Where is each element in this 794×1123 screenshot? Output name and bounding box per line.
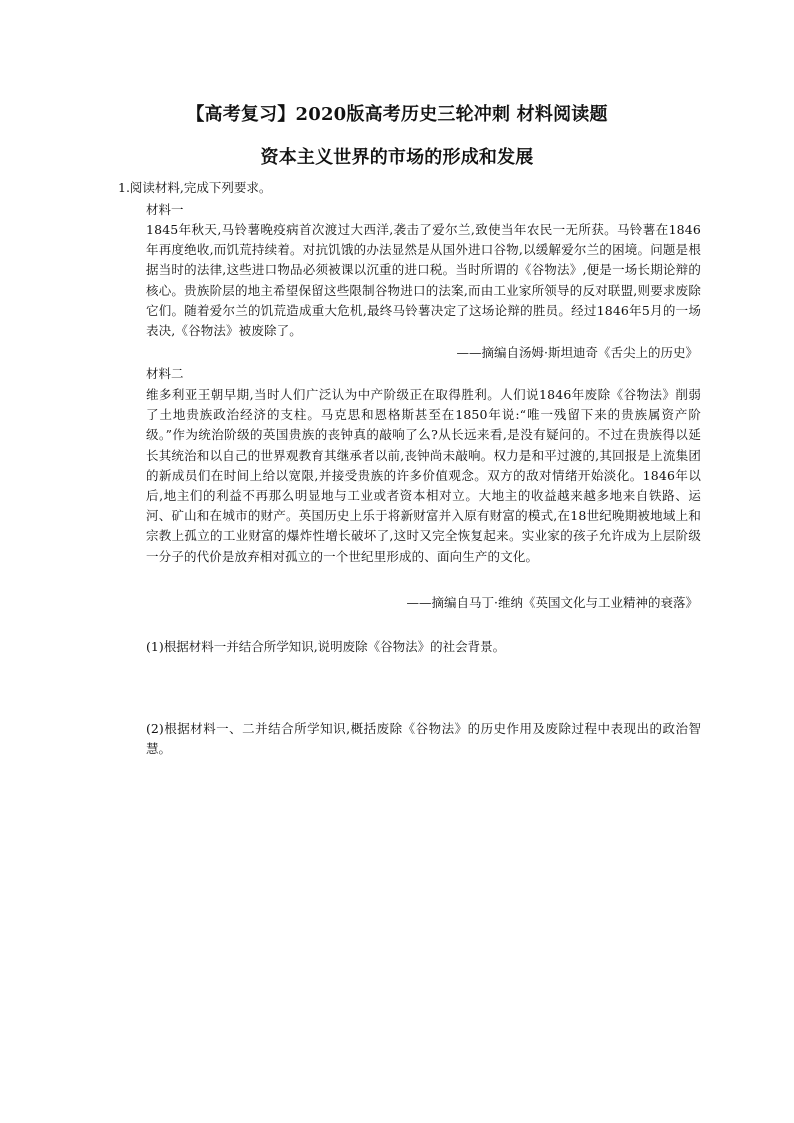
material-2-label: 材料二 (146, 366, 184, 381)
material-2-text: 维多利亚王朝早期,当时人们广泛认为中产阶级正在取得胜利。人们说1846年废除《谷物法》削弱了土地贵族政治经济的支柱。马克思和恩格斯甚至在1850年说:“唯一残留下来的贵族属资产阶级。”作为统治阶级的英国贵族的丧钟真的敲响了么?从长远来看,是没有疑问的。不过在贵族得以延长其统治和以自己的世界观教育其继承者以前,丧钟尚未敲响。权力是和平过渡的,其回报是上流集团的新成员们在时间上给以宽限,并接受贵族的许多价值观念。双方的敌对情绪开始淡化。1846年以后,地主们的利益不再那么明显地与工业或者资本相对立。大地主的收益越来越多地来自铁路、运河、矿山和在城市的财产。英国历史上乐于将新财富并入原有财富的模式,在18世纪晚期被地域上和宗教上孤立的工业财富的爆炸性增长破坏了,这时又完全恢复起来。实业家的孩子允许成为上层阶级一分子的代价是放弃相对孤立的一个世纪里形成的、面向生产的文化。 (146, 387, 701, 564)
material-1-text: 1845年秋天,马铃薯晚疫病首次渡过大西洋,袭击了爱尔兰,致使当年农民一无所获。马铃薯在1846年再度绝收,而饥荒持续着。对抗饥饿的办法显然是从国外进口谷物,以缓解爱尔兰的困境。问题是根据当时的法律,这些进口物品必须被课以沉重的进口税。当时所谓的《谷物法》,便是一场长期论辩的核心。贵族阶层的地主希望保留这些限制谷物进口的法案,而由工业家所领导的反对联盟,则要求废除它们。随着爱尔兰的饥荒造成重大危机,最终马铃薯决定了这场论辩的胜员。经过1846年5月的一场表决,《谷物法》被废除了。 (146, 222, 701, 339)
material-2-source: ——摘编自马丁·维纳《英国文化与工业精神的衰落》 (406, 595, 698, 610)
document-subtitle: 资本主义世界的市场的形成和发展 (260, 147, 534, 168)
document-title: 【高考复习】2020版高考历史三轮冲刺 材料阅读题 (186, 104, 608, 125)
material-1-label: 材料一 (146, 202, 184, 217)
sub-question-2: (2)根据材料一、二并结合所学知识,概括废除《谷物法》的历史作用及废除过程中表现出的政治智慧。 (146, 721, 701, 757)
sub-question-1: (1)根据材料一并结合所学知识,说明废除《谷物法》的社会背景。 (146, 639, 506, 654)
material-1-source: ——摘编自汤姆·斯坦迪奇《舌尖上的历史》 (456, 345, 698, 360)
question-stem: 1.阅读材料,完成下列要求。 (118, 180, 272, 195)
